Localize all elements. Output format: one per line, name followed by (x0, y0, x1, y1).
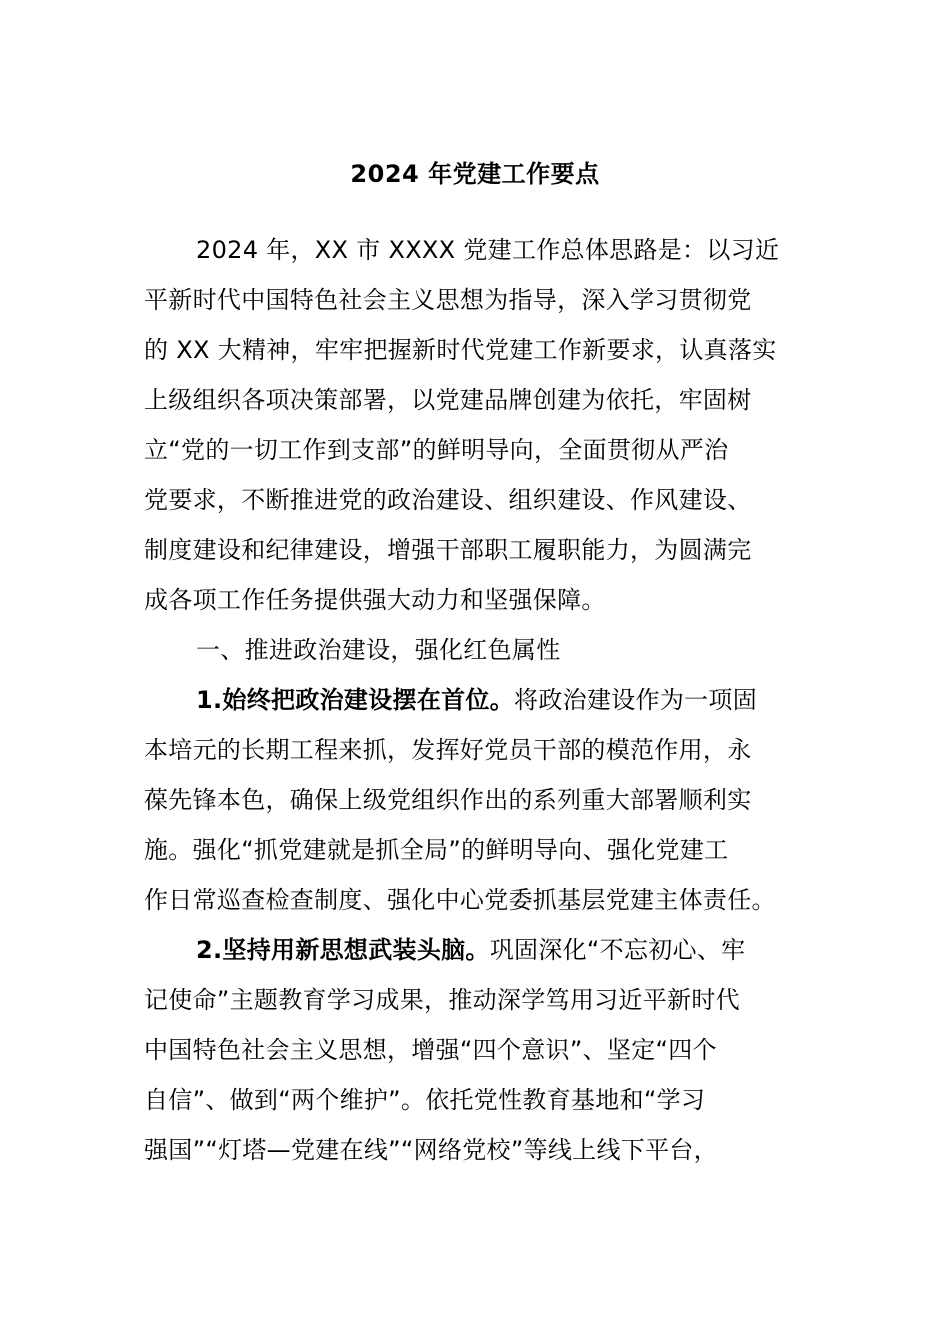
item1-line-3: 葆先锋本色，确保上级党组织作出的系列重大部署顺利实 (144, 786, 752, 814)
item1-line-2: 本培元的长期工程来抓，发挥好党员干部的模范作用，永 (144, 736, 752, 764)
intro-line-4: 上级组织各项决策部署，以党建品牌创建为依托，牢固树 (144, 386, 752, 414)
intro-line-8: 成各项工作任务提供强大动力和坚强保障。 (144, 586, 606, 614)
item1-first-line (196, 684, 757, 716)
item2-line-4: 自信”、做到“两个维护”。依托党性教育基地和“学习 (144, 1086, 706, 1114)
section-heading-1: 一、推进政治建设，强化红色属性 (196, 636, 561, 664)
item2-line-5: 强国”“灯塔—党建在线”“网络党校”等线上线下平台， (144, 1136, 718, 1164)
document-title: 2024 年党建工作要点 (350, 160, 600, 188)
intro-line-5: 立“党的一切工作到支部”的鲜明导向，全面贯彻从严治 (144, 436, 729, 464)
item2-heading: 2.坚持用新思想武装头脑。 (196, 936, 490, 964)
intro-line-6: 党要求，不断推进党的政治建设、组织建设、作风建设、 (144, 486, 752, 514)
item1-line-5: 作日常巡查检查制度、强化中心党委抓基层党建主体责任。 (144, 886, 776, 914)
intro-line-3: 的 XX 大精神，牢牢把握新时代党建工作新要求，认真落实 (144, 336, 777, 364)
item1-first-line-text: 将政治建设作为一项固 (514, 686, 758, 714)
item1-line-4: 施。强化“抓党建就是抓全局”的鲜明导向、强化党建工 (144, 836, 729, 864)
intro-line-7: 制度建设和纪律建设，增强干部职工履职能力，为圆满完 (144, 536, 752, 564)
intro-line-2: 平新时代中国特色社会主义思想为指导，深入学习贯彻党 (144, 286, 752, 314)
intro-line-1: 2024 年，XX 市 XXXX 党建工作总体思路是：以习近 (196, 236, 780, 264)
item2-line-2: 记使命”主题教育学习成果，推动深学笃用习近平新时代 (144, 986, 740, 1014)
item2-first-line-text: 巩固深化“不忘初心、牢 (489, 936, 746, 964)
item1-heading: 1.始终把政治建设摆在首位。 (196, 686, 515, 714)
item2-line-3: 中国特色社会主义思想，增强“四个意识”、坚定“四个 (144, 1036, 717, 1064)
item2-first-line (196, 934, 745, 966)
